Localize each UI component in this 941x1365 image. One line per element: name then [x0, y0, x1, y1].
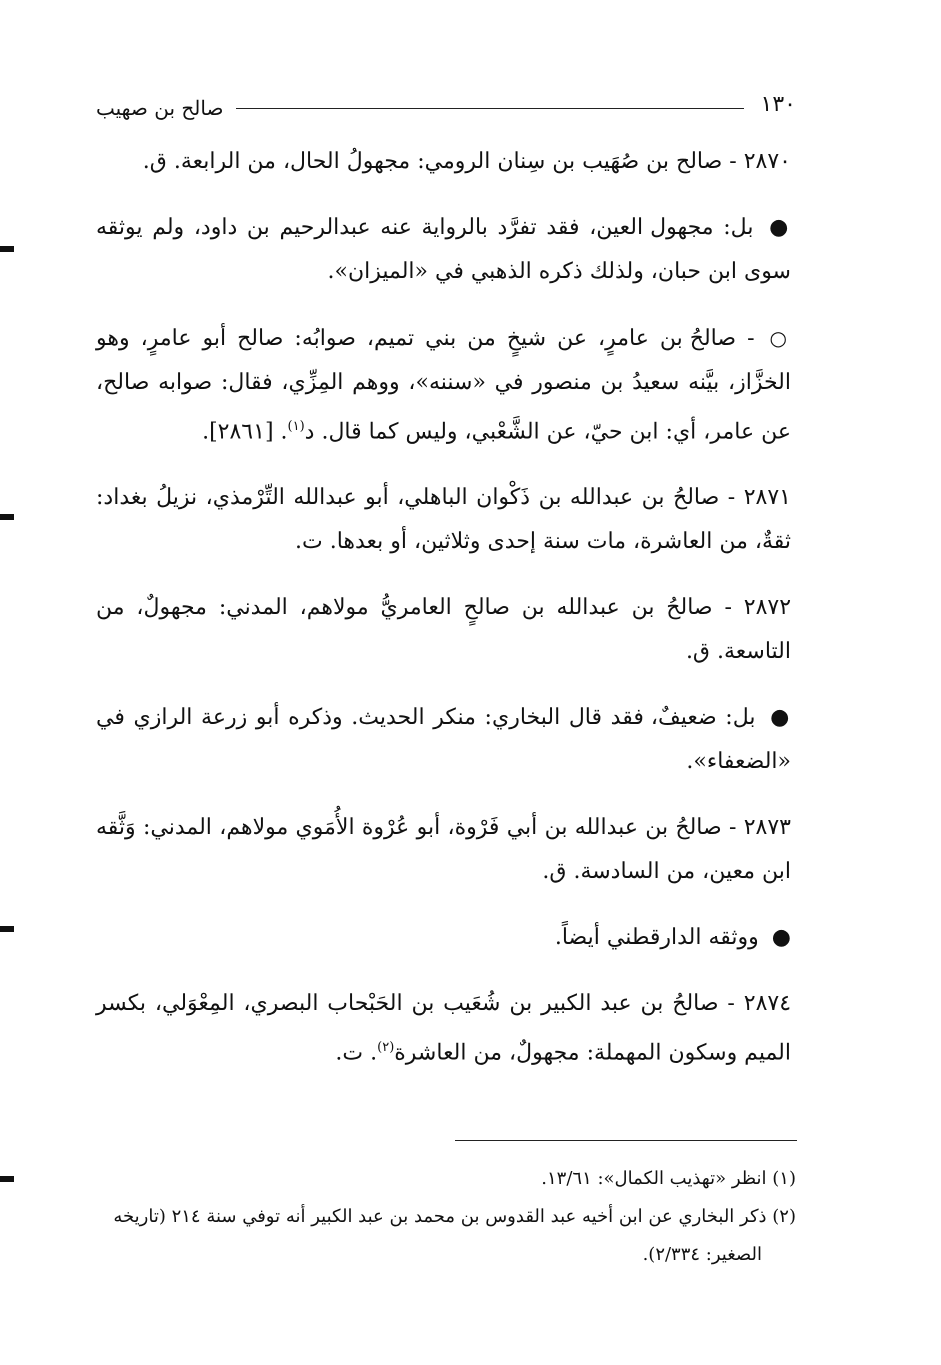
bullet-icon: ●: [770, 705, 791, 731]
comment-text: ووثقه الدارقطني أيضاً.: [554, 925, 759, 951]
entry-number: ٢٨٧١: [743, 485, 791, 511]
comment-entry: [96, 916, 791, 960]
entry-tail: . ت.: [335, 1040, 378, 1066]
footnote-separator: [455, 1140, 797, 1141]
entry-2874: ٢٨٧٤ - صالحُ بن عبد الكبير بن شُعَيب بن الحَبْحاب البصري، المِعْوَلي، بكسر الميم وسكون المهملة: مجهولٌ، من العاشرة$^{(٢)}$. ت.: [96, 991, 792, 1066]
footnotes: [96, 1160, 796, 1274]
entry-text: صالحُ بن عبدالله بن صالحٍ العامريُّ مولاهم، المدني: مجهولٌ، من التاسعة. ق.: [96, 595, 791, 665]
entry-2870: ٢٨٧٠ - صالح بن صُهَيب بن سِنان الرومي: مجهولُ الحال، من الرابعة. ق.: [142, 149, 791, 174]
footnote-1: (١) انظر «تهذيب الكمال»: ١٣/٦١.: [541, 1168, 796, 1189]
running-title: صالح بن صهيب: [96, 96, 224, 120]
bullet-icon: ●: [771, 925, 791, 951]
entry-text: صالح بن صُهَيب بن سِنان الرومي: مجهولُ الحال، من الرابعة. ق.: [142, 149, 723, 174]
entry-text: صالحُ بن عبد الكبير بن شُعَيب بن الحَبْحاب البصري، المِعْوَلي، بكسر الميم وسكون المهملة: مجهولٌ، من العاشرة: [96, 991, 791, 1066]
comment-label: بل:: [725, 705, 756, 731]
entry-number: ٢٨٧٢: [743, 595, 792, 621]
scan-edge-mark: [0, 926, 14, 932]
footnote-2-continued: الصغير: ٢/٣٣٤).: [642, 1244, 762, 1265]
scan-edge-mark: [0, 514, 14, 520]
comment-label: بل:: [723, 215, 754, 240]
entry-text: صالحُ بن عبدالله بن ذَكْوان الباهلي، أبو عبدالله التِّرْمذي، نزيلُ بغداد: ثقةٌ، من العاشرة، مات سنة إحدى وثلاثين، أو بعدها. ت.: [96, 485, 791, 555]
entry-number: ٢٨٧٠: [743, 149, 791, 174]
comment-text: ضعيفٌ، فقد قال البخاري: منكر الحديث. وذكره أبو زرعة الرازي في «الضعفاء».: [96, 705, 791, 775]
entries-body: [96, 140, 791, 1098]
entry-2871: ٢٨٧١ - صالحُ بن عبدالله بن ذَكْوان الباهلي، أبو عبدالله التِّرْمذي، نزيلُ بغداد: ثقةٌ، من العاشرة، مات سنة إحدى وثلاثين، أو بعدها. ت.: [96, 485, 791, 555]
scan-edge-mark: [0, 1176, 14, 1182]
page-number: ١٣٠: [760, 92, 796, 117]
footnote-ref: (١): [287, 419, 305, 434]
circle-marker-icon: ○: [769, 326, 792, 350]
correction-tail: . [٢٨٦١].: [202, 419, 288, 445]
entry-2873: ٢٨٧٣ - صالحُ بن عبدالله بن أبي فَرْوة، أبو عُرْوة الأُمَوي مولاهم، المدني: وَثَّقه ابن معين، من السادسة. ق.: [96, 815, 791, 885]
entry-text: صالحُ بن عبدالله بن أبي فَرْوة، أبو عُرْوة الأُمَوي مولاهم، المدني: وَثَّقه ابن معين، من السادسة. ق.: [96, 815, 791, 885]
footnote-2: (٢) ذكر البخاري عن ابن أخيه عبد القدوس بن محمد بن عبد الكبير أنه توفي سنة ٢١٤ (تاريخه: [113, 1206, 796, 1227]
comment-entry: [96, 696, 791, 784]
footnote-ref: (٢): [377, 1040, 395, 1056]
header-rule: [236, 108, 744, 109]
bullet-icon: ●: [769, 215, 791, 240]
entry-number: ٢٨٧٤: [743, 991, 792, 1017]
correction-entry: ○ - صالحُ بن عامرٍ، عن شيخٍ من بني تميم، صوابُه: صالح أبو عامرٍ، وهو الخزَّاز، بيَّنه سعيدُ بن منصور في «سننه»، ووهم المِزِّي، فقال: صوابه صالح، عن عامر، أي: ابن حيّ، عن الشَّعْبي، وليس كما قال. د$^{(١)}$. [٢٨٦١].: [96, 326, 792, 445]
correction-text: صالحُ بن عامرٍ، عن شيخٍ من بني تميم، صوابُه: صالح أبو عامرٍ، وهو الخزَّاز، بيَّنه سعيدُ بن منصور في «سننه»، ووهم المِزِّي، فقال: صوابه صالح، عن عامر، أي: ابن حيّ، عن الشَّعْبي، وليس كما قال. د: [96, 326, 791, 445]
comment-text: مجهول العين، فقد تفرَّد بالرواية عنه عبدالرحيم بن داود، ولم يوثقه سوى ابن حبان، ولذلك ذكره الذهبي في «الميزان».: [96, 215, 791, 284]
scan-edge-mark: [0, 246, 14, 252]
entry-number: ٢٨٧٣: [743, 815, 791, 841]
page-header: [96, 92, 796, 132]
comment-entry: [96, 206, 791, 294]
entry-2872: ٢٨٧٢ - صالحُ بن عبدالله بن صالحٍ العامريُّ مولاهم، المدني: مجهولٌ، من التاسعة. ق.: [96, 595, 792, 665]
